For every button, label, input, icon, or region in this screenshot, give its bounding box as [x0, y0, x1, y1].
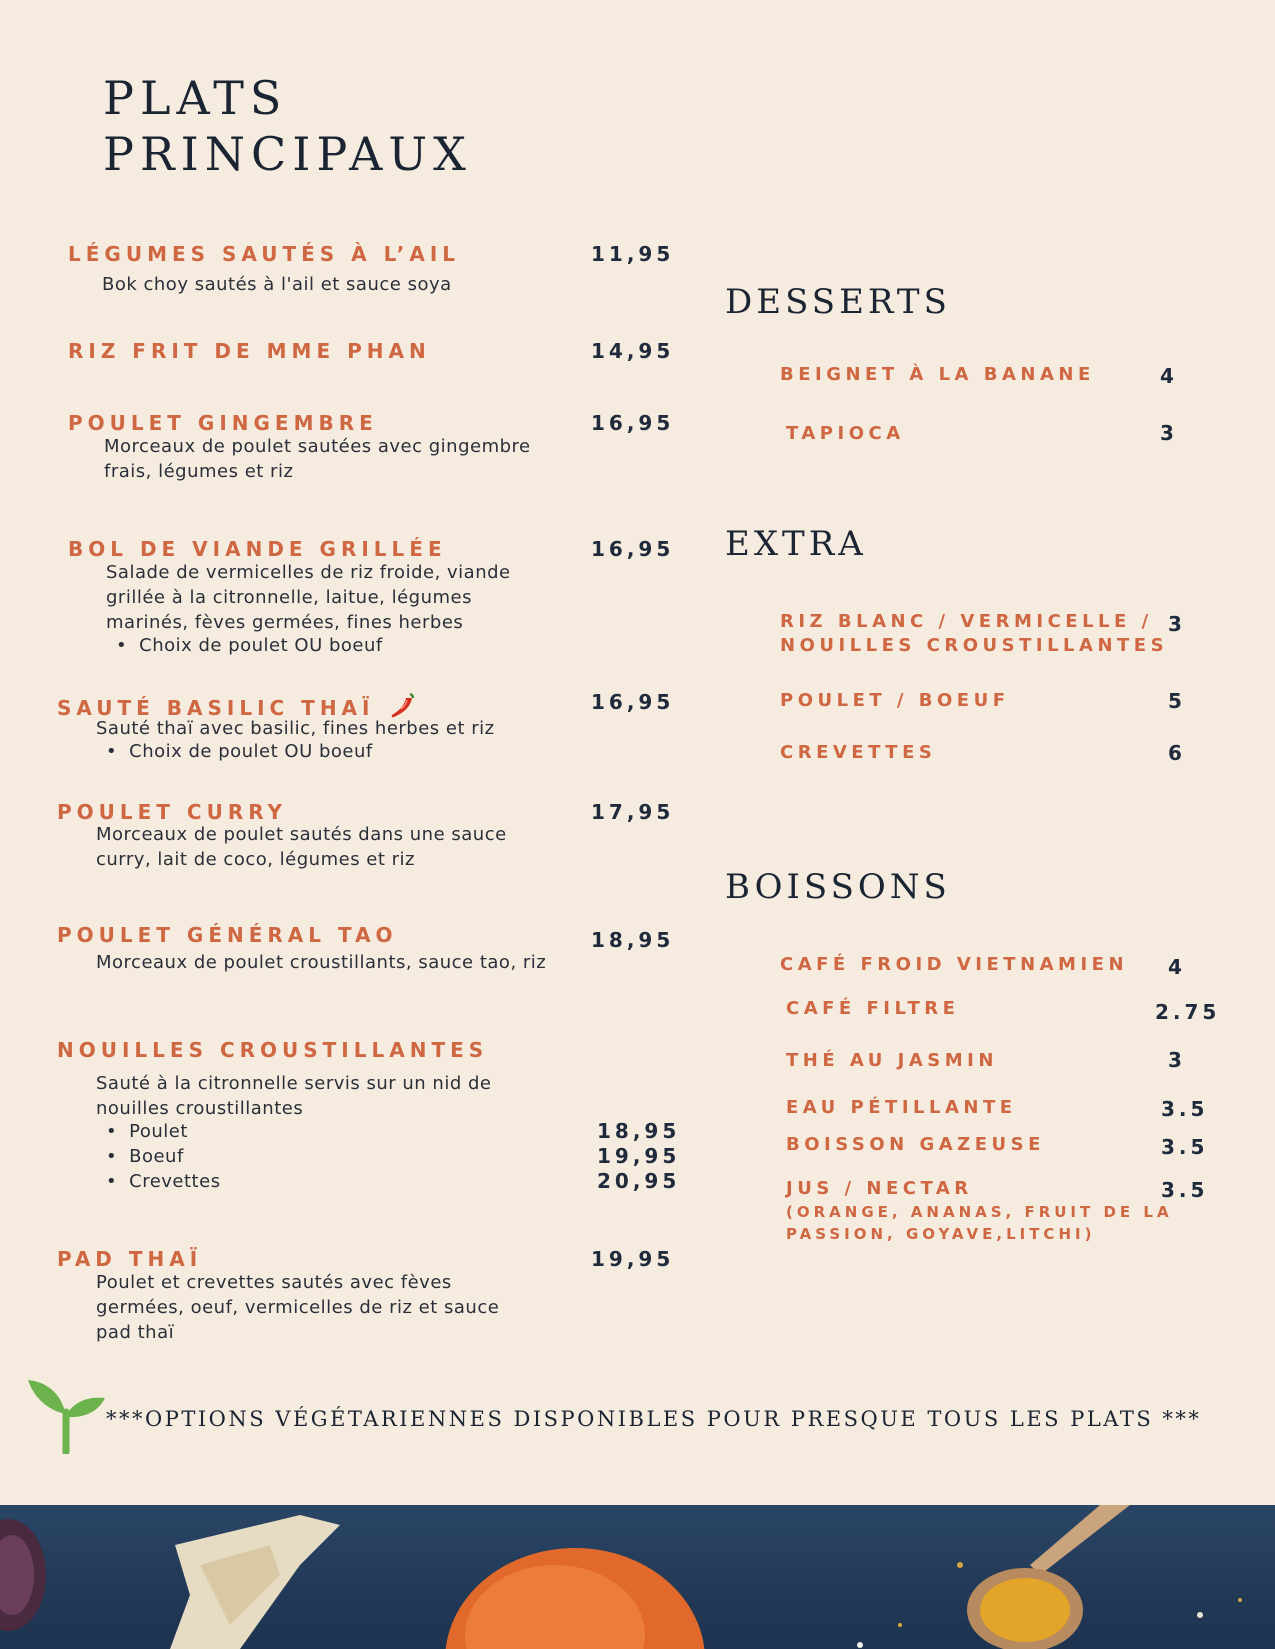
dish-option: • Boeuf [128, 1146, 184, 1167]
dish-description: Morceaux de poulet sautées avec gingembre frais, légumes et riz [104, 436, 531, 482]
extra-price: 3 [1168, 612, 1186, 636]
drink-flavours: (ORANGE, ANANAS, FRUIT DE LA PASSION, GOYAVE,LITCHI) [786, 1203, 1173, 1243]
extra-name: POULET / BOEUF [780, 690, 1010, 711]
dish-price: 19,95 [591, 1247, 675, 1271]
dish-price: 18,95 [591, 928, 675, 952]
extra-name-line2: NOUILLES CROUSTILLANTES [780, 635, 1169, 656]
drink-price: 3.5 [1161, 1097, 1209, 1121]
dish-option-price: 19,95 [597, 1144, 681, 1168]
dish-option-price: 20,95 [597, 1169, 681, 1193]
extra-name: RIZ BLANC / VERMICELLE / [780, 611, 1153, 632]
dish-description: Morceaux de poulet croustillants, sauce tao, riz [96, 952, 547, 973]
section-title-extra: EXTRA [725, 524, 867, 564]
section-title-boissons: BOISSONS [725, 867, 951, 907]
vegetarian-note: ***OPTIONS VÉGÉTARIENNES DISPONIBLES POUR PRESQUE TOUS LES PLATS *** [106, 1407, 1202, 1431]
dish-description: Sauté thaï avec basilic, fines herbes et riz [96, 718, 495, 739]
dish-description: Bok choy sautés à l'ail et sauce soya [102, 274, 452, 295]
dish-price: 14,95 [591, 339, 675, 363]
dish-option: • Crevettes [128, 1171, 221, 1192]
dish-name: LÉGUMES SAUTÉS À L’AIL [68, 242, 461, 266]
page-title [103, 70, 472, 182]
food-photo-band [0, 1505, 1275, 1649]
dish-option-price: 18,95 [597, 1119, 681, 1143]
dish-description: Sauté à la citronnelle servis sur un nid de nouilles croustillantes [96, 1073, 492, 1119]
dessert-price: 3 [1160, 421, 1178, 445]
dish-name: BOL DE VIANDE GRILLÉE [68, 537, 447, 561]
dish-price: 16,95 [591, 537, 675, 561]
dish-option: • Poulet [128, 1121, 188, 1142]
dish-description: Salade de vermicelles de riz froide, viande grillée à la citronnelle, laitue, légumes marinés, fèves germées, fines herbes [106, 562, 511, 633]
dessert-name: BEIGNET À LA BANANE [780, 364, 1095, 385]
dish-name: POULET GÉNÉRAL TAO [57, 923, 398, 947]
drink-price: 2.75 [1155, 1000, 1221, 1024]
dish-price: 16,95 [591, 690, 675, 714]
drink-name: THÉ AU JASMIN [786, 1050, 998, 1071]
drink-price: 3.5 [1161, 1135, 1209, 1159]
drink-name: JUS / NECTAR [786, 1178, 973, 1199]
dish-name: NOUILLES CROUSTILLANTES [57, 1038, 489, 1062]
dish-option: • Choix de poulet OU boeuf [138, 635, 383, 656]
dish-name: RIZ FRIT DE MME PHAN [68, 339, 431, 363]
dish-name: PAD THAÏ [57, 1247, 203, 1271]
dish-price: 11,95 [591, 242, 675, 266]
dish-description: Poulet et crevettes sautés avec fèves germées, oeuf, vermicelles de riz et sauce pad thaï [96, 1272, 500, 1343]
drink-name: EAU PÉTILLANTE [786, 1097, 1017, 1118]
dish-description: Morceaux de poulet sautés dans une sauce curry, lait de coco, légumes et riz [96, 824, 507, 870]
dish-price: 16,95 [591, 411, 675, 435]
drink-name: BOISSON GAZEUSE [786, 1134, 1045, 1155]
extra-price: 6 [1168, 741, 1186, 765]
drink-price: 3 [1168, 1048, 1186, 1072]
dish-name: POULET GINGEMBRE [68, 411, 378, 435]
extra-name: CREVETTES [780, 742, 937, 763]
title-line-1: PLATS [103, 71, 288, 125]
extra-price: 5 [1168, 689, 1186, 713]
drink-price: 4 [1168, 955, 1186, 979]
section-title-desserts: DESSERTS [725, 282, 951, 322]
dessert-name: TAPIOCA [786, 423, 905, 444]
dish-price: 17,95 [591, 800, 675, 824]
dish-name: POULET CURRY [57, 800, 288, 824]
dish-name-text: SAUTÉ BASILIC THAÏ [57, 696, 375, 720]
drink-name: CAFÉ FILTRE [786, 998, 960, 1019]
dessert-price: 4 [1160, 364, 1178, 388]
dish-option: • Choix de poulet OU boeuf [128, 741, 373, 762]
drink-name: CAFÉ FROID VIETNAMIEN [780, 954, 1129, 975]
drink-price: 3.5 [1161, 1178, 1209, 1202]
title-line-2: PRINCIPAUX [103, 127, 472, 181]
sprout-icon [26, 1368, 108, 1454]
food-photo [0, 1505, 1275, 1649]
